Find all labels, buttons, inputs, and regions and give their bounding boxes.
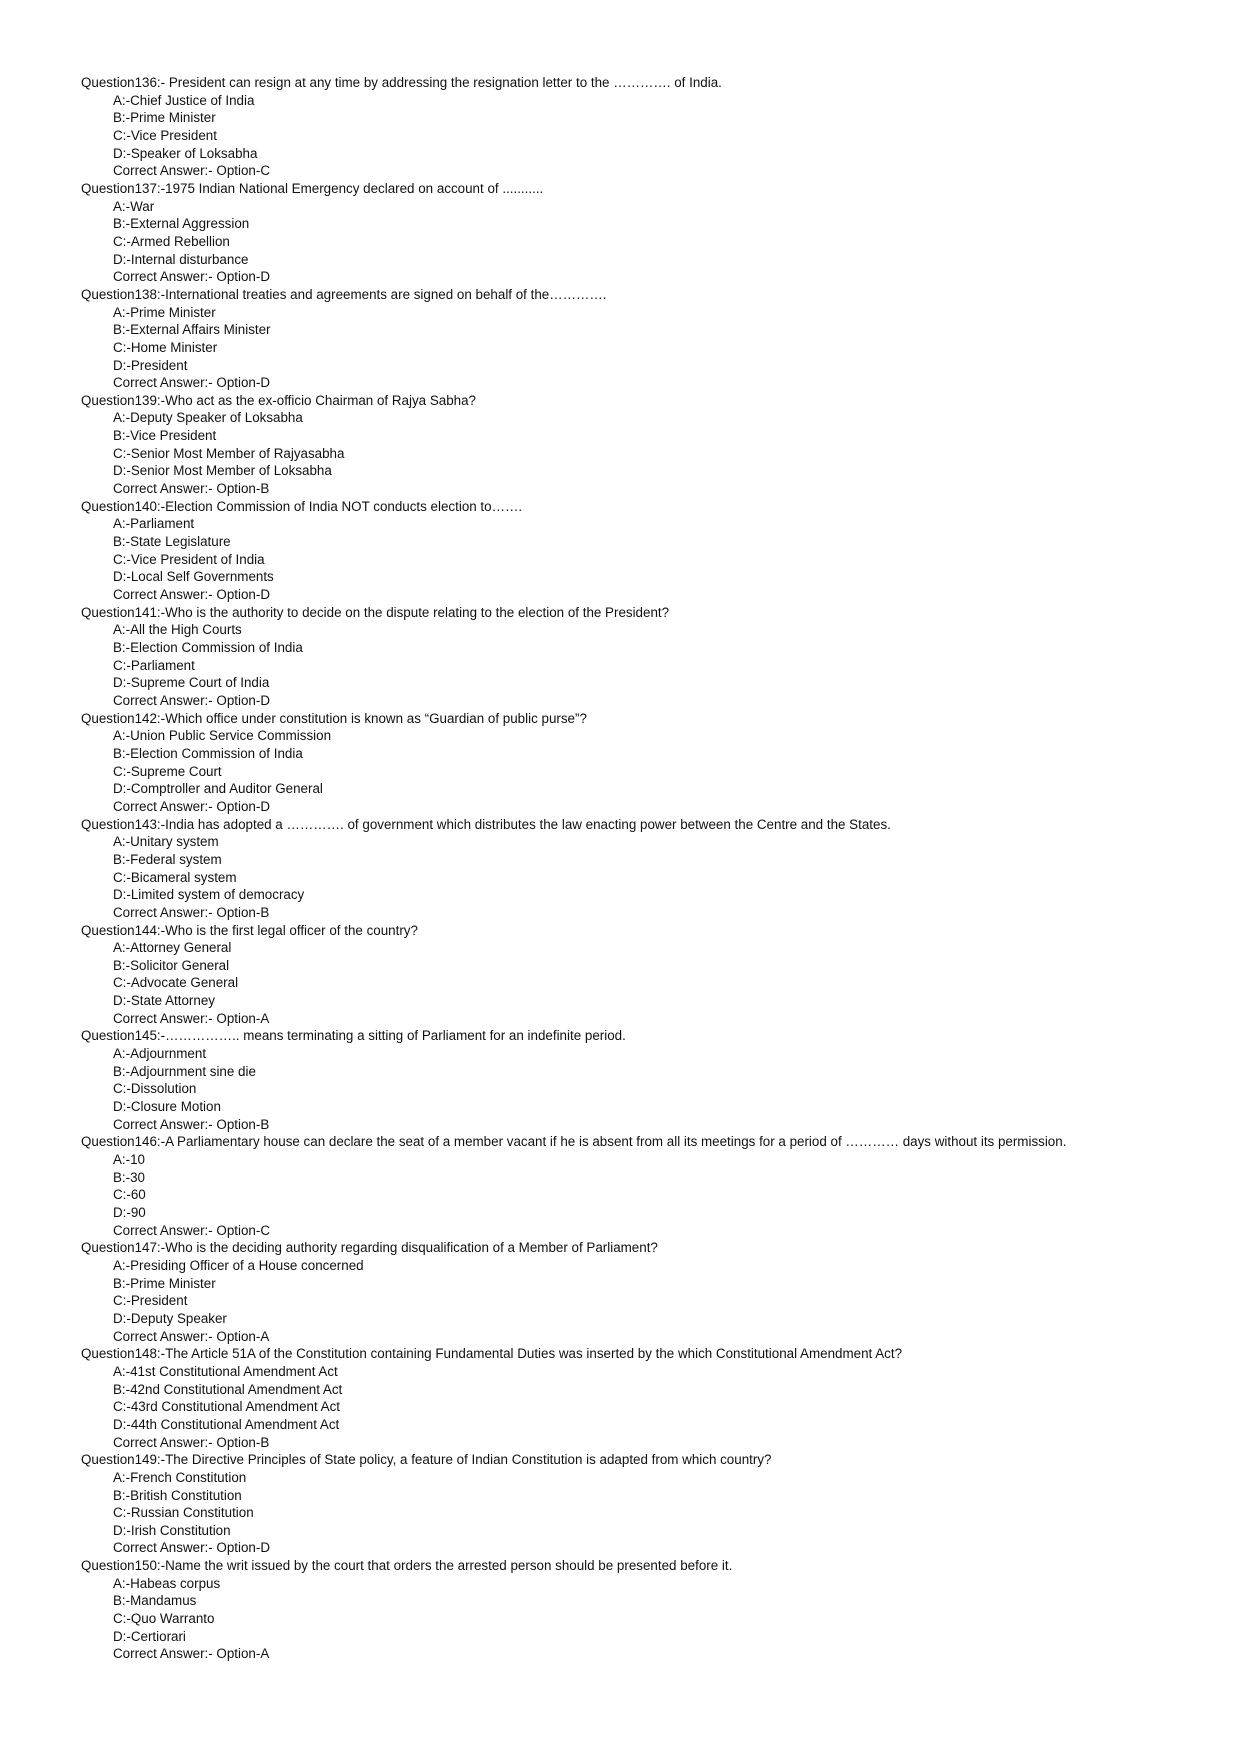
- correct-answer: Correct Answer:- Option-A: [113, 1010, 270, 1026]
- option-c: C:-Quo Warranto: [113, 1611, 215, 1627]
- option-a: A:-Habeas corpus: [113, 1575, 221, 1591]
- question-block: [81, 816, 1221, 922]
- option-b: B:-External Aggression: [113, 216, 250, 232]
- correct-answer: Correct Answer:- Option-C: [113, 163, 271, 179]
- option-a: A:-Deputy Speaker of Loksabha: [113, 410, 303, 426]
- question-text: Question148:-The Article 51A of the Constitution containing Fundamental Duties was inserted by the which Constitutional Amendment Act?: [81, 1346, 903, 1362]
- option-c: C:-Parliament: [113, 657, 195, 673]
- question-block: [81, 710, 1221, 816]
- question-block: [81, 392, 1221, 498]
- option-b: B:-External Affairs Minister: [113, 322, 271, 338]
- option-c: C:-Home Minister: [113, 339, 218, 355]
- option-b: B:-Mandamus: [113, 1593, 197, 1609]
- option-c: C:-President: [113, 1293, 188, 1309]
- option-b: B:-British Constitution: [113, 1487, 242, 1503]
- option-d: D:-Internal disturbance: [113, 251, 249, 267]
- option-b: B:-Adjournment sine die: [113, 1063, 256, 1079]
- option-c: C:-Vice President of India: [113, 551, 265, 567]
- option-c: C:-Supreme Court: [113, 763, 222, 779]
- option-d: D:-Local Self Governments: [113, 569, 274, 585]
- option-a: A:-All the High Courts: [113, 622, 242, 638]
- option-d: D:-Comptroller and Auditor General: [113, 781, 323, 797]
- option-a: A:-Unitary system: [113, 834, 219, 850]
- question-block: [81, 180, 1221, 286]
- option-b: B:-Solicitor General: [113, 957, 230, 973]
- option-c: C:-Vice President: [113, 127, 217, 143]
- option-d: D:-Certiorari: [113, 1628, 186, 1644]
- option-b: B:-Prime Minister: [113, 1275, 216, 1291]
- question-text: Question140:-Election Commission of India NOT conducts election to…….: [81, 498, 523, 514]
- question-block: [81, 1027, 1221, 1133]
- question-text: Question144:-Who is the first legal officer of the country?: [81, 922, 418, 938]
- option-b: B:-Vice President: [113, 428, 217, 444]
- question-text: Question147:-Who is the deciding authority regarding disqualification of a Member of Parliament?: [81, 1240, 658, 1256]
- option-d: D:-Limited system of democracy: [113, 887, 305, 903]
- option-c: C:-60: [113, 1187, 146, 1203]
- option-c: C:-43rd Constitutional Amendment Act: [113, 1399, 341, 1415]
- option-c: C:-Russian Constitution: [113, 1505, 254, 1521]
- correct-answer: Correct Answer:- Option-A: [113, 1328, 270, 1344]
- option-a: A:-Attorney General: [113, 940, 232, 956]
- option-d: D:-Supreme Court of India: [113, 675, 270, 691]
- option-d: D:-President: [113, 357, 188, 373]
- option-a: A:-War: [113, 198, 155, 214]
- question-text: Question139:-Who act as the ex-officio Chairman of Rajya Sabha?: [81, 392, 476, 408]
- question-text: Question150:-Name the writ issued by the court that orders the arrested person should be presented before it.: [81, 1558, 733, 1574]
- question-block: [81, 1133, 1221, 1239]
- option-a: A:-Prime Minister: [113, 304, 216, 320]
- correct-answer: Correct Answer:- Option-D: [113, 587, 271, 603]
- question-text: Question143:-India has adopted a …………. of government which distributes the law enacting power between the Centre and the States.: [81, 816, 891, 832]
- option-b: B:-Election Commission of India: [113, 640, 303, 655]
- question-text: Question137:-1975 Indian National Emergency declared on account of ...........: [81, 180, 544, 196]
- question-block: [81, 1451, 1221, 1557]
- option-d: D:-Irish Constitution: [113, 1522, 231, 1538]
- option-b: B:-Federal system: [113, 851, 222, 867]
- question-text: Question141:-Who is the authority to decide on the dispute relating to the election of the President?: [81, 604, 670, 620]
- question-block: [81, 922, 1221, 1028]
- option-b: B:-Prime Minister: [113, 110, 216, 126]
- option-a: A:-Union Public Service Commission: [113, 728, 332, 744]
- question-text: Question138:-International treaties and agreements are signed on behalf of the………….: [81, 286, 607, 302]
- option-c: C:-Bicameral system: [113, 869, 237, 885]
- option-b: B:-30: [113, 1169, 146, 1185]
- option-a: A:-10: [113, 1152, 146, 1168]
- correct-answer: Correct Answer:- Option-B: [113, 1434, 270, 1450]
- option-d: D:-Speaker of Loksabha: [113, 145, 258, 161]
- option-d: D:-Senior Most Member of Loksabha: [113, 463, 332, 479]
- correct-answer: Correct Answer:- Option-A: [113, 1646, 270, 1662]
- question-block: [81, 1239, 1221, 1345]
- option-a: A:-French Constitution: [113, 1469, 247, 1485]
- question-text: Question146:-A Parliamentary house can declare the seat of a member vacant if he is absent from all its meetings for a period of ………… days without its permission.: [81, 1134, 1067, 1150]
- option-a: A:-41st Constitutional Amendment Act: [113, 1363, 338, 1379]
- question-block: [81, 1557, 1221, 1663]
- correct-answer: Correct Answer:- Option-D: [113, 375, 271, 391]
- question-text: Question145:-…………….. means terminating a sitting of Parliament for an indefinite period.: [81, 1028, 626, 1044]
- question-block: [81, 74, 1221, 180]
- option-d: D:-State Attorney: [113, 993, 215, 1009]
- option-d: D:-90: [113, 1205, 146, 1220]
- option-a: A:-Adjournment: [113, 1046, 207, 1062]
- option-b: B:-Election Commission of India: [113, 745, 303, 761]
- option-b: B:-42nd Constitutional Amendment Act: [113, 1381, 343, 1397]
- option-a: A:-Parliament: [113, 516, 195, 532]
- question-block: [81, 1345, 1221, 1451]
- option-c: C:-Dissolution: [113, 1081, 197, 1097]
- option-d: D:-Deputy Speaker: [113, 1310, 227, 1326]
- option-a: A:-Chief Justice of India: [113, 92, 255, 108]
- option-c: C:-Advocate General: [113, 975, 239, 991]
- correct-answer: Correct Answer:- Option-D: [113, 798, 271, 814]
- option-c: C:-Senior Most Member of Rajyasabha: [113, 445, 345, 461]
- question-text: Question149:-The Directive Principles of State policy, a feature of Indian Constitution is adapted from which country?: [81, 1452, 772, 1468]
- correct-answer: Correct Answer:- Option-D: [113, 269, 271, 285]
- correct-answer: Correct Answer:- Option-B: [113, 904, 270, 920]
- correct-answer: Correct Answer:- Option-D: [113, 1540, 271, 1556]
- correct-answer: Correct Answer:- Option-D: [113, 692, 271, 708]
- question-text: Question142:-Which office under constitution is known as “Guardian of public purse”?: [81, 710, 587, 726]
- option-d: D:-44th Constitutional Amendment Act: [113, 1416, 340, 1432]
- option-b: B:-State Legislature: [113, 534, 231, 550]
- question-block: [81, 498, 1221, 604]
- correct-answer: Correct Answer:- Option-B: [113, 481, 270, 497]
- correct-answer: Correct Answer:- Option-B: [113, 1116, 270, 1132]
- question-text: Question136:- President can resign at any time by addressing the resignation letter to the …………. of India.: [81, 75, 722, 90]
- question-block: [81, 604, 1221, 710]
- question-document: [81, 74, 1221, 1663]
- correct-answer: Correct Answer:- Option-C: [113, 1222, 271, 1238]
- question-block: [81, 286, 1221, 392]
- option-d: D:-Closure Motion: [113, 1099, 221, 1115]
- option-a: A:-Presiding Officer of a House concerned: [113, 1257, 364, 1273]
- option-c: C:-Armed Rebellion: [113, 233, 230, 249]
